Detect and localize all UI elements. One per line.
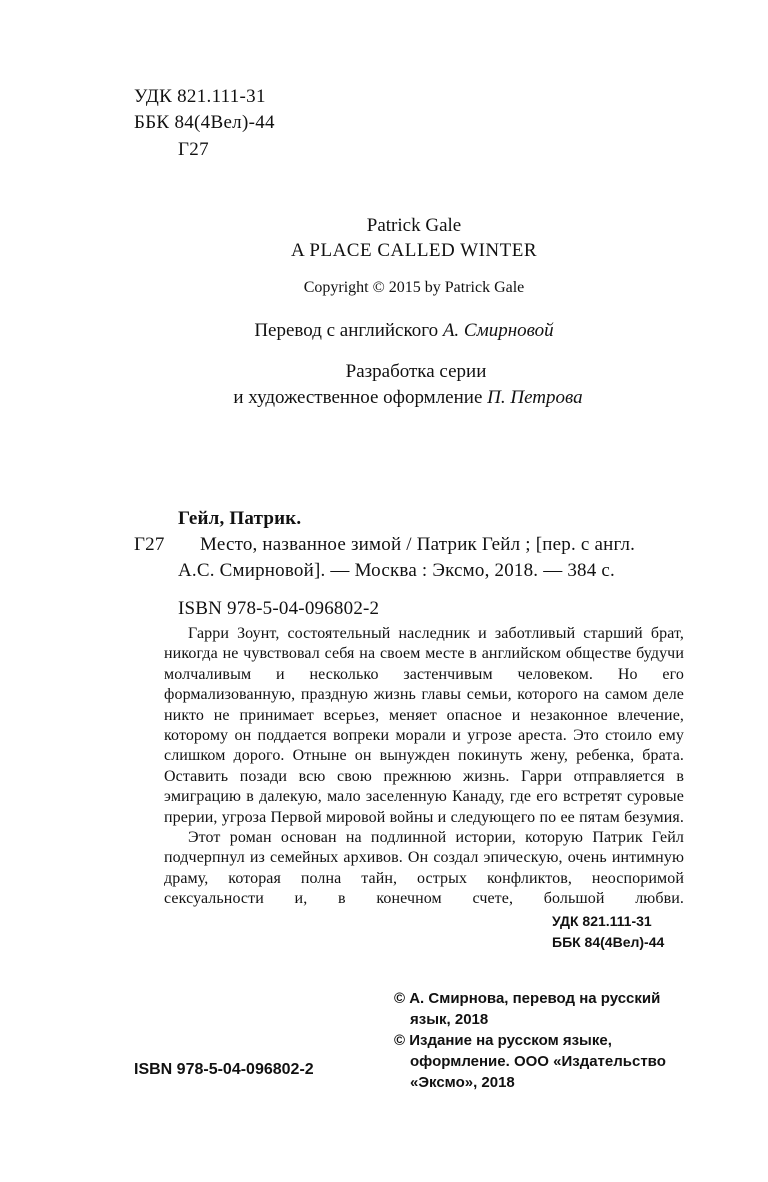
catalog-line1: Место, названное зимой / Патрик Гейл ; [пер. с англ. bbox=[200, 534, 636, 555]
catalog-mark: Г27 bbox=[134, 534, 165, 555]
series-design-line2 bbox=[24, 387, 768, 409]
original-author: Patrick Gale bbox=[366, 215, 462, 236]
annotation-paragraph: Гарри Зоунт, состоятельный наследник и заботливый старший брат, никогда не чувствовал себя на своем месте в английском обществе будучи молчаливым и несколько застенчивым человеком. Но его формализованную, праздную жизнь главы семьи, которого на самом деле никто не принимает всерьез, меняет опасное и незаконное влечение, которому он поддается вопреки морали и угрозе ареста. Это стоило ему слишком дорого. Отныне он вынужден покинуть жену, ребенка, брата. Оставить позади всю свою прежнюю жизнь. Гарри отправляется в эмиграцию в далекую, мало заселенную Канаду, где его встретят суровые прерии, угроза Первой мировой войны и следующего по ее пятам безумия. bbox=[164, 625, 684, 826]
series-design-prefix: и художественное оформление bbox=[233, 387, 488, 408]
catalog-isbn: ISBN 978-5-04-096802-2 bbox=[178, 598, 380, 619]
annotation bbox=[164, 624, 684, 910]
udk-code: УДК 821.111-31 bbox=[134, 86, 266, 107]
annotation-paragraph: Этот роман основан на подлинной истории, которую Патрик Гейл подчерпнул из семейных архивов. Он создал эпическую, очень интимную драму, которая полна тайн, острых конфликтов, неоспоримой сексуальности и, в конечном счете, большой любви. bbox=[164, 829, 684, 908]
designer-name: П. Петрова bbox=[487, 387, 583, 408]
translation-prefix: Перевод с английского bbox=[254, 320, 443, 341]
catalog-line2: А.С. Смирновой]. — Москва : Эксмо, 2018. — 384 с. bbox=[178, 560, 615, 581]
catalog-heading: Гейл, Патрик. bbox=[178, 508, 302, 529]
copyright-edition-line1: © Издание на русском языке, bbox=[394, 1032, 612, 1049]
isbn-bottom: ISBN 978-5-04-096802-2 bbox=[134, 1061, 314, 1078]
author-mark: Г27 bbox=[178, 139, 209, 160]
udk-code-right: УДК 821.111-31 bbox=[552, 913, 652, 929]
translator-name: А. Смирновой bbox=[442, 320, 554, 341]
bbk-code-right: ББК 84(4Вел)-44 bbox=[552, 934, 665, 950]
bbk-code: ББК 84(4Вел)-44 bbox=[134, 112, 275, 133]
copyright-translation-line1: © А. Смирнова, перевод на русский bbox=[394, 990, 661, 1007]
copyright-translation-line2: язык, 2018 bbox=[410, 1011, 489, 1028]
original-copyright: Copyright © 2015 by Patrick Gale bbox=[303, 279, 525, 296]
original-title: A PLACE CALLED WINTER bbox=[290, 240, 538, 261]
series-design-line1: Разработка серии bbox=[345, 361, 487, 382]
copyright-edition-line2: оформление. ООО «Издательство bbox=[410, 1053, 666, 1070]
copyright-edition-line3: «Эксмо», 2018 bbox=[410, 1074, 515, 1091]
translation-credit bbox=[20, 320, 768, 342]
